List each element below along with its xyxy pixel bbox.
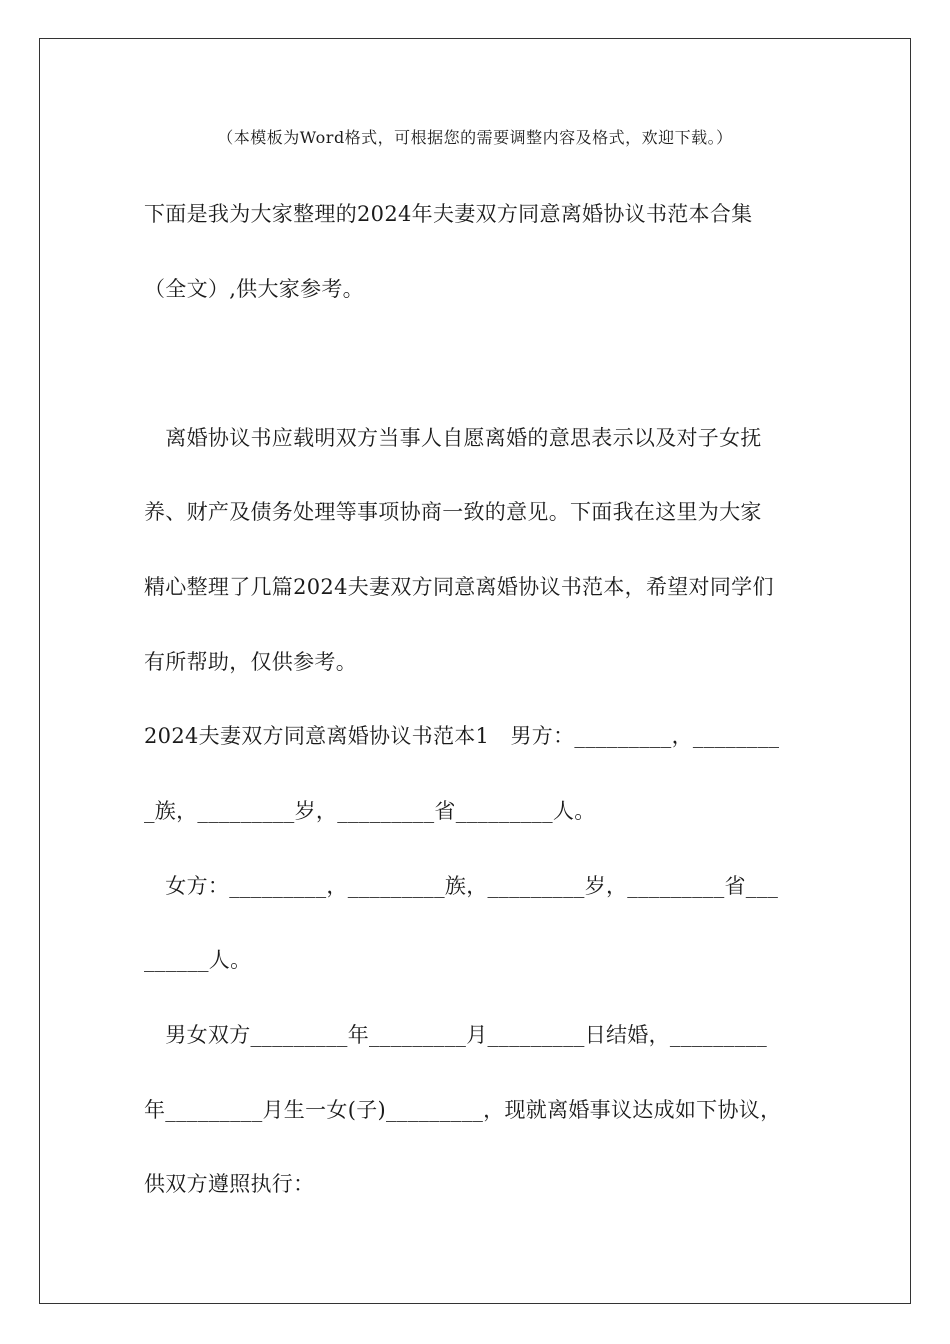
paragraph-line-3: 精心整理了几篇2024夫妻双方同意离婚协议书范本，希望对同学们: [144, 575, 774, 599]
marriage-line-1: 男女双方_________年_________月_________日结婚，_________: [144, 1023, 768, 1047]
sample-title-line: 2024夫妻双方同意离婚协议书范本1 男方：_________，________: [144, 724, 780, 748]
marriage-line-2: 年_________月生一女(子)_________，现就离婚事议达成如下协议，: [144, 1098, 782, 1122]
female-party-line-1: 女方：_________，_________族，_________岁，_________省___: [144, 874, 779, 898]
intro-line-2: （全文）,供大家参考。: [144, 277, 364, 301]
male-party-line: _族，_________岁，_________省_________人。: [144, 799, 596, 823]
paragraph-line-4: 有所帮助，仅供参考。: [144, 650, 357, 674]
female-party-line-2: ______人。: [144, 948, 252, 972]
intro-line-1: 下面是我为大家整理的2024年夫妻双方同意离婚协议书范本合集: [144, 202, 753, 226]
marriage-line-3: 供双方遵照执行：: [144, 1172, 315, 1196]
paragraph-line-2: 养、财产及债务处理等事项协商一致的意见。下面我在这里为大家: [144, 500, 762, 524]
template-notice: （本模板为Word格式，可根据您的需要调整内容及格式，欢迎下载。）: [217, 128, 733, 147]
paragraph-line-1: 离婚协议书应载明双方当事人自愿离婚的意思表示以及对子女抚: [144, 426, 762, 450]
